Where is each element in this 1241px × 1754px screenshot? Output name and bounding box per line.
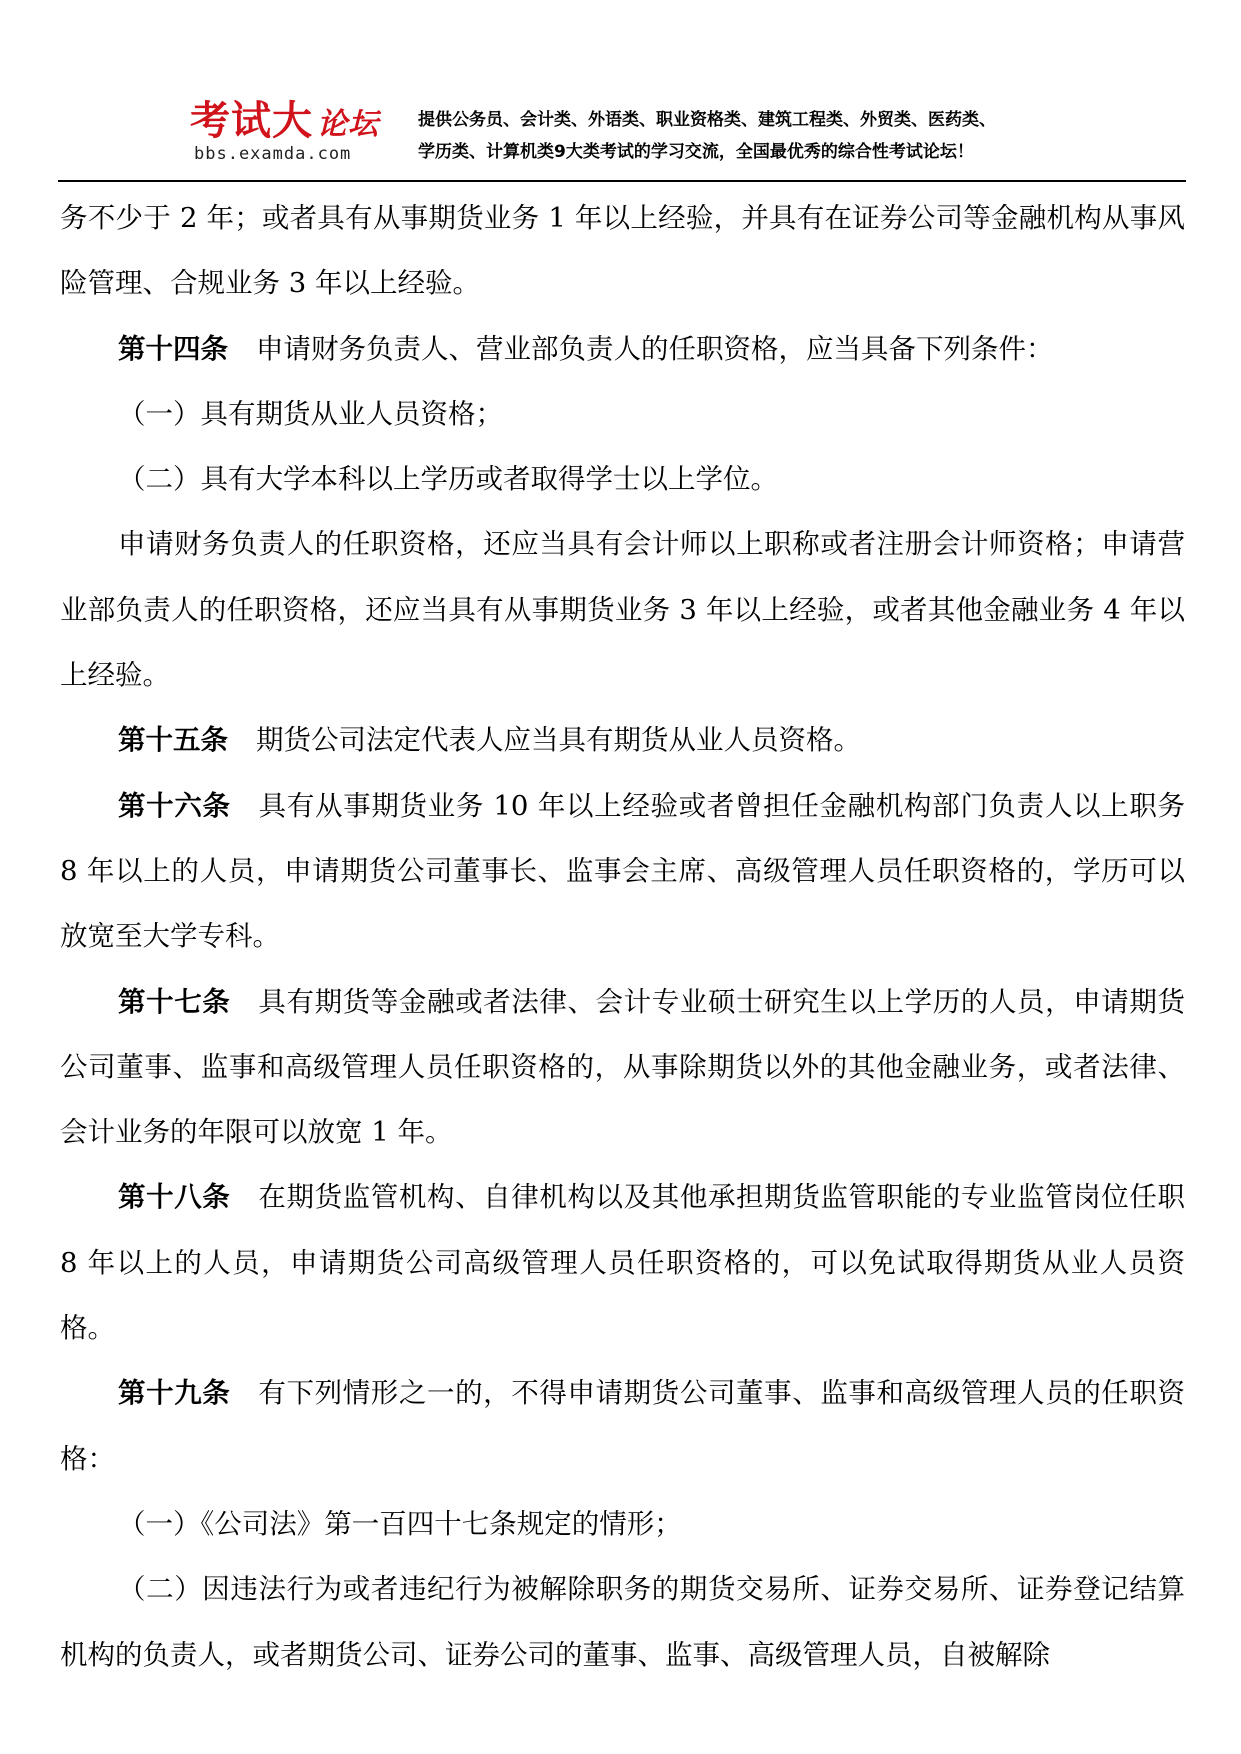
article-number: 第十七条 [118,985,231,1018]
site-logo[interactable] [190,98,379,148]
page-header [190,98,1110,168]
article-number: 第十五条 [118,724,228,757]
article-number: 第十六条 [118,789,231,822]
paragraph-continuation: 务不少于 2 年；或者具有从事期货业务 1 年以上经验，并具有在证券公司等金融机构从事风险管理、合规业务 3 年以上经验。 [60,202,1185,300]
header-divider [58,180,1186,182]
list-item: （二）因违法行为或者违纪行为被解除职务的期货交易所、证券交易所、证券登记结算机构的负责人，或者期货公司、证券公司的董事、监事、高级管理人员，自被解除 [60,1573,1185,1671]
article-18 [60,1165,1185,1361]
paragraph: 申请财务负责人的任职资格，还应当具有会计师以上职称或者注册会计师资格；申请营业部负责人的任职资格，还应当具有从事期货业务 3 年以上经验，或者其他金融业务 4 年以上经验。 [60,528,1185,692]
article-number: 第十八条 [118,1181,231,1214]
header-desc-line-2: 学历类、计算机类9大类考试的学习交流，全国最优秀的综合性考试论坛！ [418,142,974,162]
article-17 [60,970,1185,1166]
list-item: （二）具有大学本科以上学历或者取得学士以上学位。 [118,463,778,496]
article-14 [60,317,1185,382]
document-body [60,186,1185,1688]
article-16 [60,774,1185,970]
article-text: 具有期货等金融或者法律、会计专业硕士研究生以上学历的人员，申请期货公司董事、监事和高级管理人员任职资格的，从事除期货以外的其他金融业务，或者法律、会计业务的年限可以放宽 1 年。 [60,985,1185,1149]
header-description [418,104,1110,168]
article-19 [60,1361,1185,1492]
article-text: 期货公司法定代表人应当具有期货从业人员资格。 [256,724,861,757]
logo-text: 考试大 [190,98,313,144]
article-text: 在期货监管机构、自律机构以及其他承担期货监管职能的专业监管岗位任职 8 年以上的人员，申请期货公司高级管理人员任职资格的，可以免试取得期货从业人员资格。 [60,1181,1185,1345]
list-item: （一）具有期货从业人员资格； [118,397,503,430]
logo-tail: 论坛 [317,107,379,142]
article-number: 第十四条 [118,332,228,365]
list-item: （一）《公司法》第一百四十七条规定的情形； [118,1507,682,1540]
logo-url[interactable]: bbs.examda.com [194,144,352,164]
article-number: 第十九条 [118,1377,231,1410]
header-desc-line-1: 提供公务员、会计类、外语类、职业资格类、建筑工程类、外贸类、医药类、 [418,110,996,130]
article-text: 具有从事期货业务 10 年以上经验或者曾担任金融机构部门负责人以上职务 8 年以上的人员，申请期货公司董事长、监事会主席、高级管理人员任职资格的，学历可以放宽至大学专科。 [60,789,1185,953]
article-15 [60,708,1185,773]
article-text: 申请财务负责人、营业部负责人的任职资格，应当具备下列条件： [256,332,1054,365]
article-text: 有下列情形之一的，不得申请期货公司董事、监事和高级管理人员的任职资格： [60,1377,1185,1475]
